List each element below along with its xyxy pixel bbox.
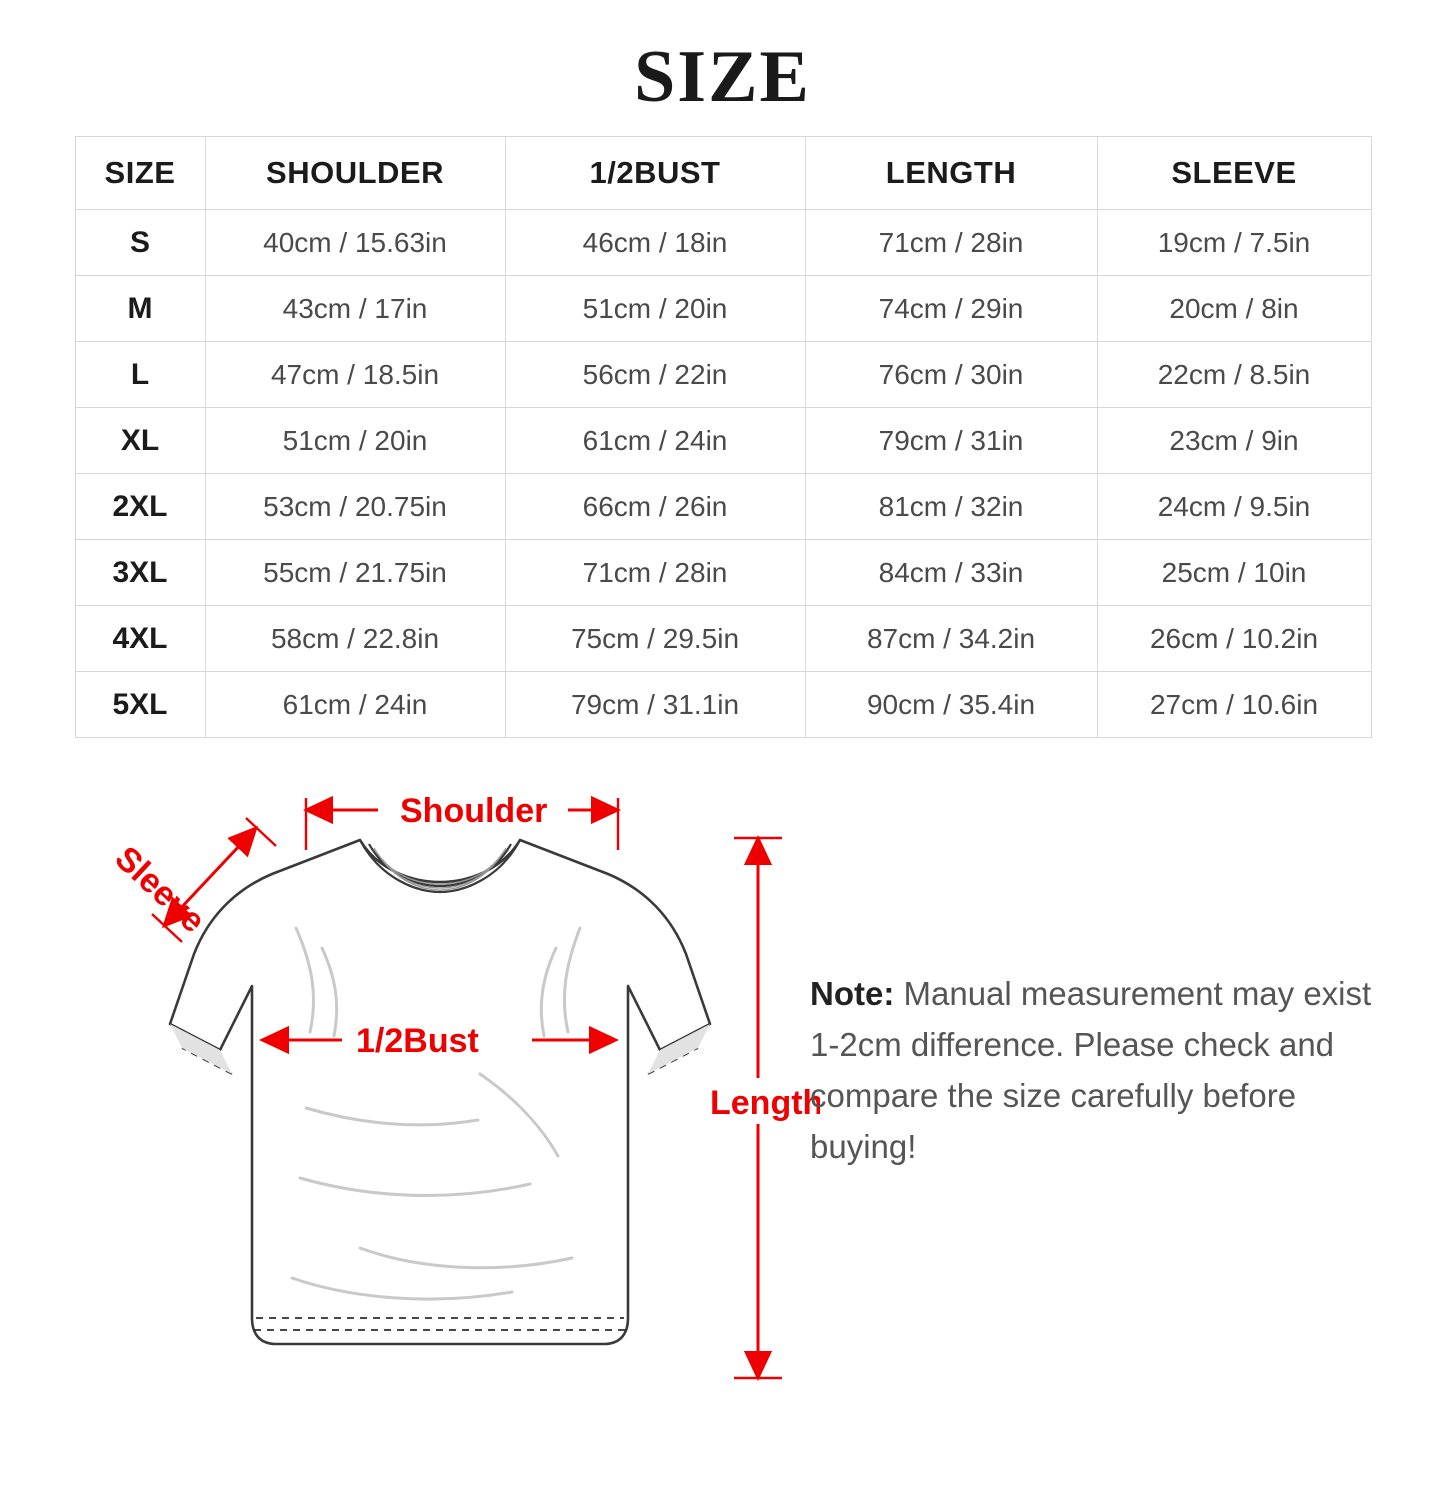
size-table-container	[75, 136, 1371, 738]
note-body: Manual measurement may exist 1-2cm difference. Please check and compare the size carefully before buying!	[810, 975, 1372, 1166]
measurement-diagram-section	[0, 778, 1445, 1438]
size-chart-table	[75, 136, 1372, 738]
cell-size: XL	[75, 408, 205, 474]
table-row	[75, 606, 1371, 672]
cell-size: 5XL	[75, 672, 205, 738]
cell-shoulder: 43cm / 17in	[205, 276, 505, 342]
table-row	[75, 540, 1371, 606]
cell-sleeve: 22cm / 8.5in	[1097, 342, 1371, 408]
bust-label: 1/2Bust	[356, 1022, 479, 1060]
length-label: Length	[710, 1084, 820, 1122]
column-header-shoulder: SHOULDER	[205, 137, 505, 210]
note-label: Note:	[810, 975, 895, 1012]
cell-bust: 56cm / 22in	[505, 342, 805, 408]
table-row	[75, 342, 1371, 408]
cell-shoulder: 55cm / 21.75in	[205, 540, 505, 606]
cell-sleeve: 20cm / 8in	[1097, 276, 1371, 342]
column-header-size: SIZE	[75, 137, 205, 210]
cell-length: 81cm / 32in	[805, 474, 1097, 540]
cell-size: 3XL	[75, 540, 205, 606]
cell-shoulder: 51cm / 20in	[205, 408, 505, 474]
cell-bust: 51cm / 20in	[505, 276, 805, 342]
cell-shoulder: 53cm / 20.75in	[205, 474, 505, 540]
cell-size: S	[75, 210, 205, 276]
column-header-length: LENGTH	[805, 137, 1097, 210]
table-row	[75, 408, 1371, 474]
cell-size: 2XL	[75, 474, 205, 540]
cell-length: 76cm / 30in	[805, 342, 1097, 408]
cell-sleeve: 27cm / 10.6in	[1097, 672, 1371, 738]
cell-length: 84cm / 33in	[805, 540, 1097, 606]
cell-length: 79cm / 31in	[805, 408, 1097, 474]
tshirt-outline	[170, 840, 710, 1344]
table-row	[75, 474, 1371, 540]
shoulder-label: Shoulder	[400, 792, 548, 830]
cell-bust: 75cm / 29.5in	[505, 606, 805, 672]
cell-length: 74cm / 29in	[805, 276, 1097, 342]
cell-length: 87cm / 34.2in	[805, 606, 1097, 672]
cell-bust: 46cm / 18in	[505, 210, 805, 276]
cell-sleeve: 25cm / 10in	[1097, 540, 1371, 606]
cell-size: 4XL	[75, 606, 205, 672]
table-row	[75, 210, 1371, 276]
cell-sleeve: 24cm / 9.5in	[1097, 474, 1371, 540]
cell-shoulder: 58cm / 22.8in	[205, 606, 505, 672]
cell-bust: 71cm / 28in	[505, 540, 805, 606]
cell-sleeve: 19cm / 7.5in	[1097, 210, 1371, 276]
cell-sleeve: 23cm / 9in	[1097, 408, 1371, 474]
cell-length: 90cm / 35.4in	[805, 672, 1097, 738]
cell-size: L	[75, 342, 205, 408]
cell-shoulder: 47cm / 18.5in	[205, 342, 505, 408]
page-title: SIZE	[634, 36, 811, 118]
cell-sleeve: 26cm / 10.2in	[1097, 606, 1371, 672]
cell-bust: 61cm / 24in	[505, 408, 805, 474]
cell-bust: 66cm / 26in	[505, 474, 805, 540]
column-header-sleeve: SLEEVE	[1097, 137, 1371, 210]
cell-shoulder: 40cm / 15.63in	[205, 210, 505, 276]
note-text	[810, 968, 1390, 1173]
cell-shoulder: 61cm / 24in	[205, 672, 505, 738]
sleeve-label: Sleeve	[107, 839, 213, 941]
table-row	[75, 672, 1371, 738]
column-header-bust: 1/2BUST	[505, 137, 805, 210]
cell-size: M	[75, 276, 205, 342]
cell-bust: 79cm / 31.1in	[505, 672, 805, 738]
table-row	[75, 276, 1371, 342]
table-header-row	[75, 137, 1371, 210]
tshirt-diagram	[60, 778, 820, 1438]
cell-length: 71cm / 28in	[805, 210, 1097, 276]
